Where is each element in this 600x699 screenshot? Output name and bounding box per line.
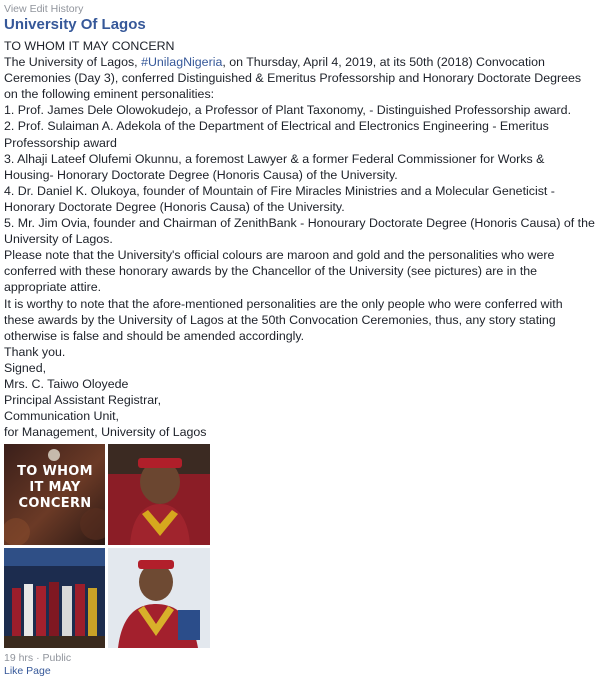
signoff-signed: Signed, <box>4 360 47 375</box>
photo-grid <box>4 444 210 648</box>
post-body <box>4 38 596 440</box>
post-greeting: TO WHOM IT MAY CONCERN <box>4 39 175 53</box>
photo-poster[interactable] <box>4 444 105 545</box>
photo-honoree-portrait[interactable] <box>108 444 210 545</box>
post-timestamp[interactable]: 19 hrs <box>4 652 34 665</box>
privacy-label: Public <box>42 652 72 665</box>
award-item-4: 4. Dr. Daniel K. Olukoya, founder of Mountain of Fire Miracles Ministries and a Molecular Geneticist - Honorary Doctorate Degree (Honoris Causa) of the University. <box>4 183 555 214</box>
photo-honoree-award[interactable] <box>108 548 210 648</box>
edit-link[interactable]: Edit <box>29 3 48 15</box>
award-item-2: 2. Prof. Sulaiman A. Adekola of the Department of Electrical and Electronics Engineering - Emeritus Professorship award <box>4 119 549 150</box>
post-meta <box>4 652 596 665</box>
post-intro-end: , on Thursday, April 4, 2019, at its 50th (2018) Convocation Ceremonies (Day 3), conferred Distinguished & Emeritus Professorship and Honorary Doctorate Degrees on the following eminent personalities: <box>4 55 582 102</box>
award-item-5: 5. Mr. Jim Ovia, founder and Chairman of ZenithBank - Honourary Doctorate Degree (Honoris Causa) of the University of Lagos. <box>4 216 595 247</box>
history-link[interactable]: History <box>50 3 84 15</box>
photo-ceremony-stage[interactable] <box>4 548 105 648</box>
view-link[interactable]: View <box>4 3 27 15</box>
award-item-3: 3. Alhaji Lateef Olufemi Okunnu, a foremost Lawyer & a former Federal Commissioner for Works & Housing- Honorary Doctorate Degree (Honoris Causa) of the University. <box>4 151 545 182</box>
hashtag-link[interactable]: #UnilagNigeria <box>141 55 223 70</box>
like-page-link[interactable]: Like Page <box>4 665 51 678</box>
signoff-thanks: Thank you. <box>4 344 66 359</box>
signoff-name: Mrs. C. Taiwo Oloyede <box>4 376 129 391</box>
portrait-illustration <box>108 444 210 545</box>
poster-line-3: CONCERN <box>18 496 92 512</box>
page-title[interactable]: University Of Lagos <box>4 16 146 33</box>
post-note-disclaimer: It is worthy to note that the afore-mentioned personalities are the only people who were conferred with these awards by the University of Lagos at the 50th Convocation Ceremonies, thus, any story stating otherwise is false and should be amended accordingly. <box>4 296 563 343</box>
signoff-unit: Communication Unit, <box>4 409 120 424</box>
award-item-1: 1. Prof. James Dele Olowokudejo, a Professor of Plant Taxonomy, - Distinguished Professorship award. <box>4 103 572 118</box>
page-actions <box>4 3 596 16</box>
post-note-colours: Please note that the University's official colours are maroon and gold and the personalities who were conferred with these honorary awards by the Chancellor of the University (see pictures) are in the appropriate attire. <box>4 248 555 295</box>
meta-separator: · <box>36 652 40 665</box>
stage-illustration <box>4 548 105 648</box>
post-intro-start: The University of Lagos, <box>4 55 142 70</box>
signoff-title: Principal Assistant Registrar, <box>4 393 162 408</box>
signoff-org: for Management, University of Lagos <box>4 425 207 440</box>
facebook-post <box>4 0 596 678</box>
award-illustration <box>108 548 210 648</box>
poster-text <box>12 464 98 512</box>
post-intro <box>4 54 596 102</box>
poster-line-2: IT MAY <box>29 480 81 496</box>
poster-line-1: TO WHOM <box>17 464 93 480</box>
